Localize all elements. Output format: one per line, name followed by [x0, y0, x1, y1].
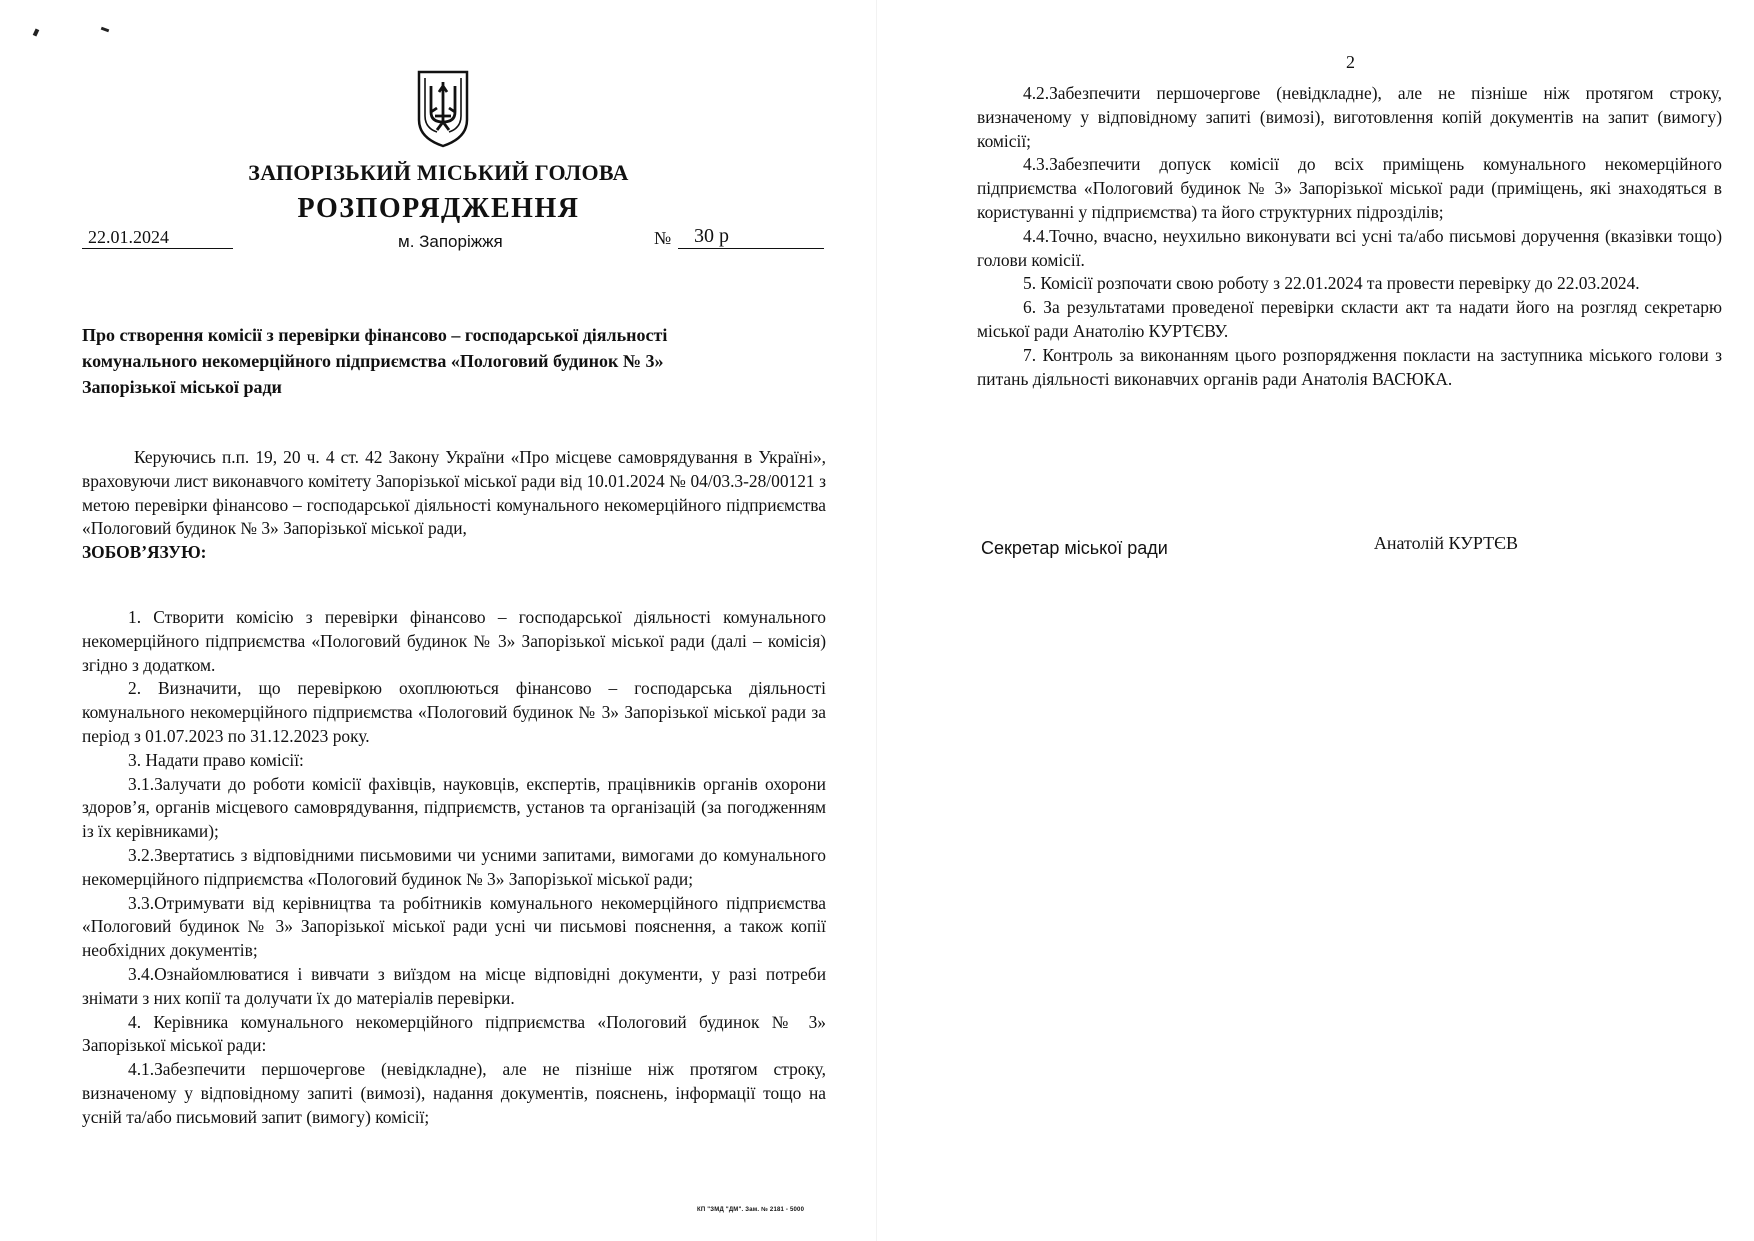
right-items-block — [977, 82, 1722, 391]
number-label: № — [654, 228, 672, 248]
decree-item: 4.4.Точно, вчасно, неухильно виконувати всі усні та/або письмові доручення (вказівки тощо) голови комісії. — [977, 225, 1722, 270]
decree-item: 1. Створити комісію з перевірки фінансово – господарської діяльності комунального некомерційного підприємства «Пологовий будинок № 3» Запорізької міської ради (далі – комісія) згідно з додатком. — [82, 607, 826, 675]
decree-item: 6. За результатами проведеної перевірки скласти акт та надати його на розгляд секретарю міської ради Анатолію КУРТЄВУ. — [977, 297, 1722, 341]
decree-subject — [82, 322, 820, 400]
decree-item: 4.3.Забезпечити допуск комісії до всіх приміщень комунального некомерційного підприємства «Пологовий будинок № 3» Запорізької міської ради (приміщень, які знаходяться в користуванні у підприємства) та його структурних підрозділів; — [977, 154, 1722, 222]
decree-item: 4.2.Забезпечити першочергове (невідкладне), але не пізніше ніж протягом строку, визначеному у відповідному запиті (вимозі), виготовлення копій документів на запит (вимогу) комісії; — [977, 83, 1722, 151]
items-block — [82, 606, 826, 1130]
decree-item: 3.1.Залучати до роботи комісії фахівців, науковців, експертів, працівників органів охорони здоров’я, органів місцевого самоврядування, підприємств, установ та організацій (за погодженням із їх керівниками); — [82, 773, 826, 842]
printer-footer-code: КП "ЗМД "ДМ". Зам. № 2181 - 5000 — [697, 1207, 805, 1213]
decree-item: 3.4.Ознайомлюватися і вивчати з виїздом на місце відповідні документи, у разі потреби знімати з них копії та долучати їх до матеріалів перевірки. — [82, 963, 826, 1008]
preamble-paragraph: Керуючись п.п. 19, 20 ч. 4 ст. 42 Закону України «Про місцеве самоврядування в Україні», враховуючи лист виконавчого комітету Запорізької міської ради від 10.01.2024 № 04/03.3-28/00121 з метою перевірки фінансово – господарської діяльності комунального некомерційного підприємства «Пологовий будинок № 3» Запорізької міської ради, — [82, 447, 826, 539]
issuing-authority: ЗАПОРІЗЬКИЙ МІСЬКИЙ ГОЛОВА — [248, 160, 629, 185]
preamble-block — [82, 446, 826, 565]
decree-number: 30 р — [678, 224, 824, 249]
decree-item: 3. Надати право комісії: — [128, 749, 304, 770]
decree-item: 3.3.Отримувати від керівництва та робітників комунального некомерційного підприємства «Пологовий будинок № 3» Запорізької міської ради усні чи письмові пояснення, а також копії необхідних документів; — [82, 892, 826, 961]
page-number: 2 — [1346, 52, 1355, 72]
subject-line: Про створення комісії з перевірки фінансово – господарської діяльності — [82, 325, 668, 345]
decree-item: 4. Керівника комунального некомерційного підприємства «Пологовий будинок № 3» Запорізької міської ради: — [82, 1011, 826, 1056]
signatory-role: Секретар міської ради — [981, 538, 1168, 558]
decree-date: 22.01.2024 — [82, 226, 233, 249]
trident-coat-of-arms-icon — [413, 68, 473, 148]
signatory-name: Анатолій КУРТЄВ — [1373, 533, 1518, 553]
decree-item: 7. Контроль за виконанням цього розпорядження покласти на заступника міського голови з питань діяльності виконавчих органів ради Анатолія ВАСЮКА. — [977, 344, 1722, 389]
subject-line: Запорізької міської ради — [82, 377, 282, 397]
scan-mark — [33, 28, 40, 36]
decree-item: 3.2.Звертатись з відповідними письмовими чи усними запитами, вимогами до комунального некомерційного підприємства «Пологовий будинок № 3» Запорізької міської ради; — [82, 844, 826, 889]
decree-item: 4.1.Забезпечити першочергове (невідкладне), але не пізніше ніж протягом строку, визначеному у відповідному запиті (вимозі), надання документів, пояснень, інформації тощо на усній та/або письмовий запит (вимогу) комісії; — [82, 1059, 826, 1127]
decree-item: 2. Визначити, що перевіркою охоплюються фінансово – господарська діяльності комунального некомерційного підприємства «Пологовий будинок № 3» Запорізької міської ради за період з 01.07.2023 по 31.12.2023 року. — [82, 678, 826, 746]
decree-item: 5. Комісії розпочати свою роботу з 22.01.2024 та провести перевірку до 22.03.2024. — [1023, 273, 1640, 294]
document-type-title: РОЗПОРЯДЖЕННЯ — [297, 193, 580, 224]
scan-mark — [101, 27, 110, 33]
obligation-heading: ЗОБОВ’ЯЗУЮ: — [82, 542, 207, 563]
subject-line: комунального некомерційного підприємства «Пологовий будинок № 3» — [82, 351, 664, 371]
issue-city: м. Запоріжжя — [398, 232, 503, 251]
